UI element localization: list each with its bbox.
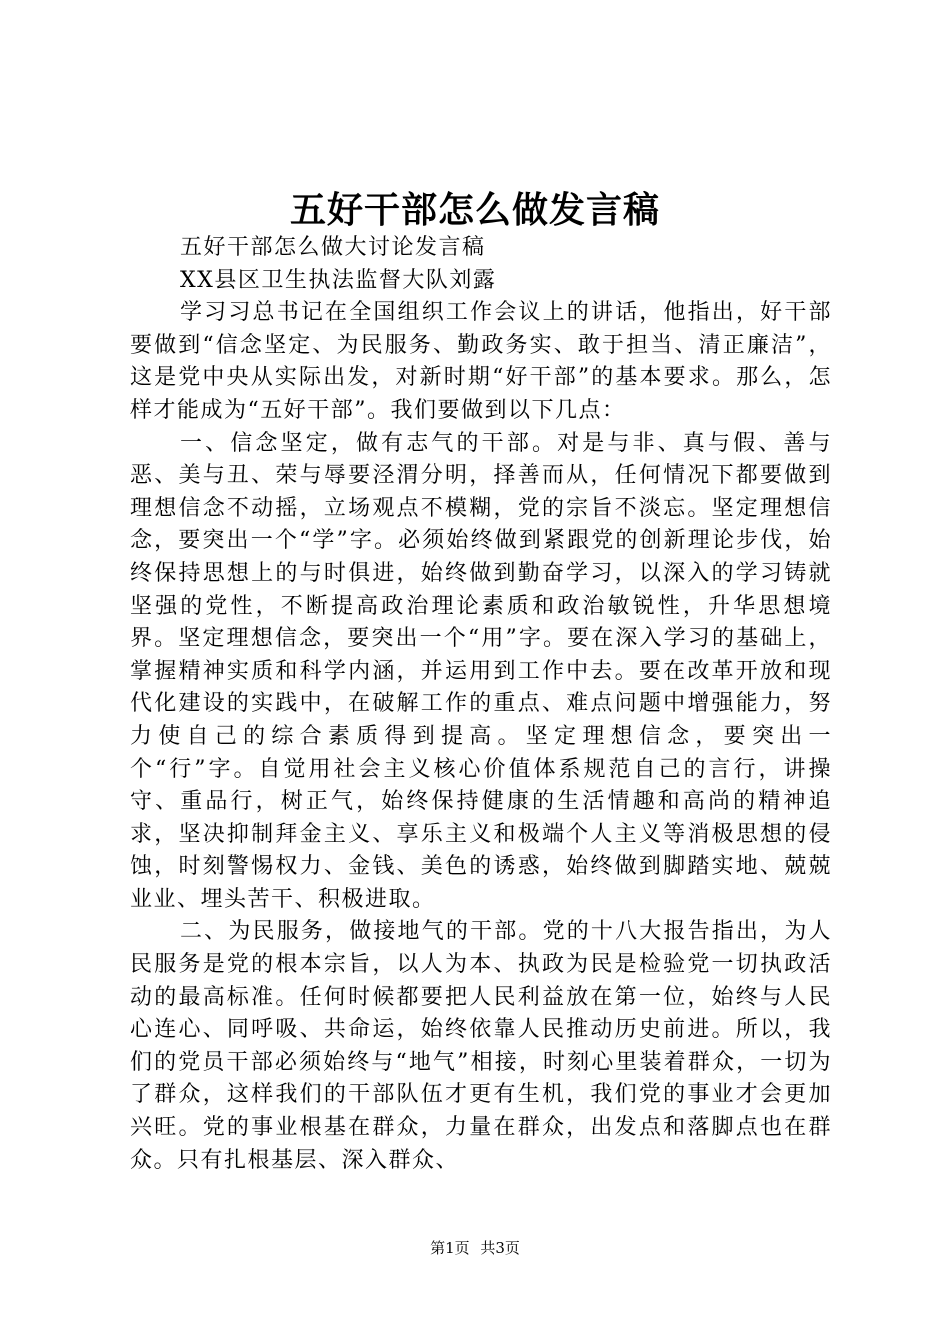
document-body xyxy=(130,232,832,1177)
author-paragraph: XX县区卫生执法监督大队刘露 xyxy=(180,267,497,293)
page-number: 第1页 xyxy=(430,1239,470,1257)
total-pages: 共3页 xyxy=(480,1239,520,1257)
document-title: 五好干部怎么做发言稿 xyxy=(289,189,660,231)
section-two-paragraph: 二、为民服务，做接地气的干部。党的十八大报告指出，为人民服务是党的根本宗旨，以人为本、执政为民是检验党一切执政活动的最高标准。任何时候都要把人民利益放在第一位，始终与人民心连心、同呼吸、共命运，始终依靠人民推动历史前进。所以，我们的党员干部必须始终与“地气”相接，时刻心里装着群众，一切为了群众，这样我们的干部队伍才更有生机，我们党的事业才会更加兴旺。党的事业根基在群众，力量在群众，出发点和落脚点也在群众。只有扎根基层、深入群众、 xyxy=(130,919,832,1173)
page-footer xyxy=(0,1236,950,1260)
subtitle-paragraph: 五好干部怎么做大讨论发言稿 xyxy=(180,235,486,260)
intro-paragraph: 学习习总书记在全国组织工作会议上的讲话，他指出，好干部要做到“信念坚定、为民服务、勤政务实、敢于担当、清正廉洁”，这是党中央从实际出发，对新时期“好干部”的基本要求。那么，怎样才能成为“五好干部”。我们要做到以下几点： xyxy=(130,300,832,423)
section-one-paragraph: 一、信念坚定，做有志气的干部。对是与非、真与假、善与恶、美与丑、荣与辱要泾渭分明，择善而从，任何情况下都要做到理想信念不动摇，立场观点不模糊，党的宗旨不淡忘。坚定理想信念，要突出一个“学”字。必须始终做到紧跟党的创新理论步伐，始终保持思想上的与时俱进，始终做到勤奋学习，以深入的学习铸就坚强的党性，不断提高政治理论素质和政治敏锐性，升华思想境界。坚定理想信念，要突出一个“用”字。要在深入学习的基础上，掌握精神实质和科学内涵，并运用到工作中去。要在改革开放和现代化建设的实践中，在破解工作的重点、难点问题中增强能力，努力使自己的综合素质得到提高。坚定理想信念，要突出一个“行”字。自觉用社会主义核心价值体系规范自己的言行，讲操守、重品行，树正气，始终保持健康的生活情趣和高尚的精神追求，坚决抑制拜金主义、享乐主义和极端个人主义等消极思想的侵蚀，时刻警惕权力、金钱、美色的诱惑，始终做到脚踏实地、兢兢业业、埋头苦干、积极进取。 xyxy=(130,430,832,912)
